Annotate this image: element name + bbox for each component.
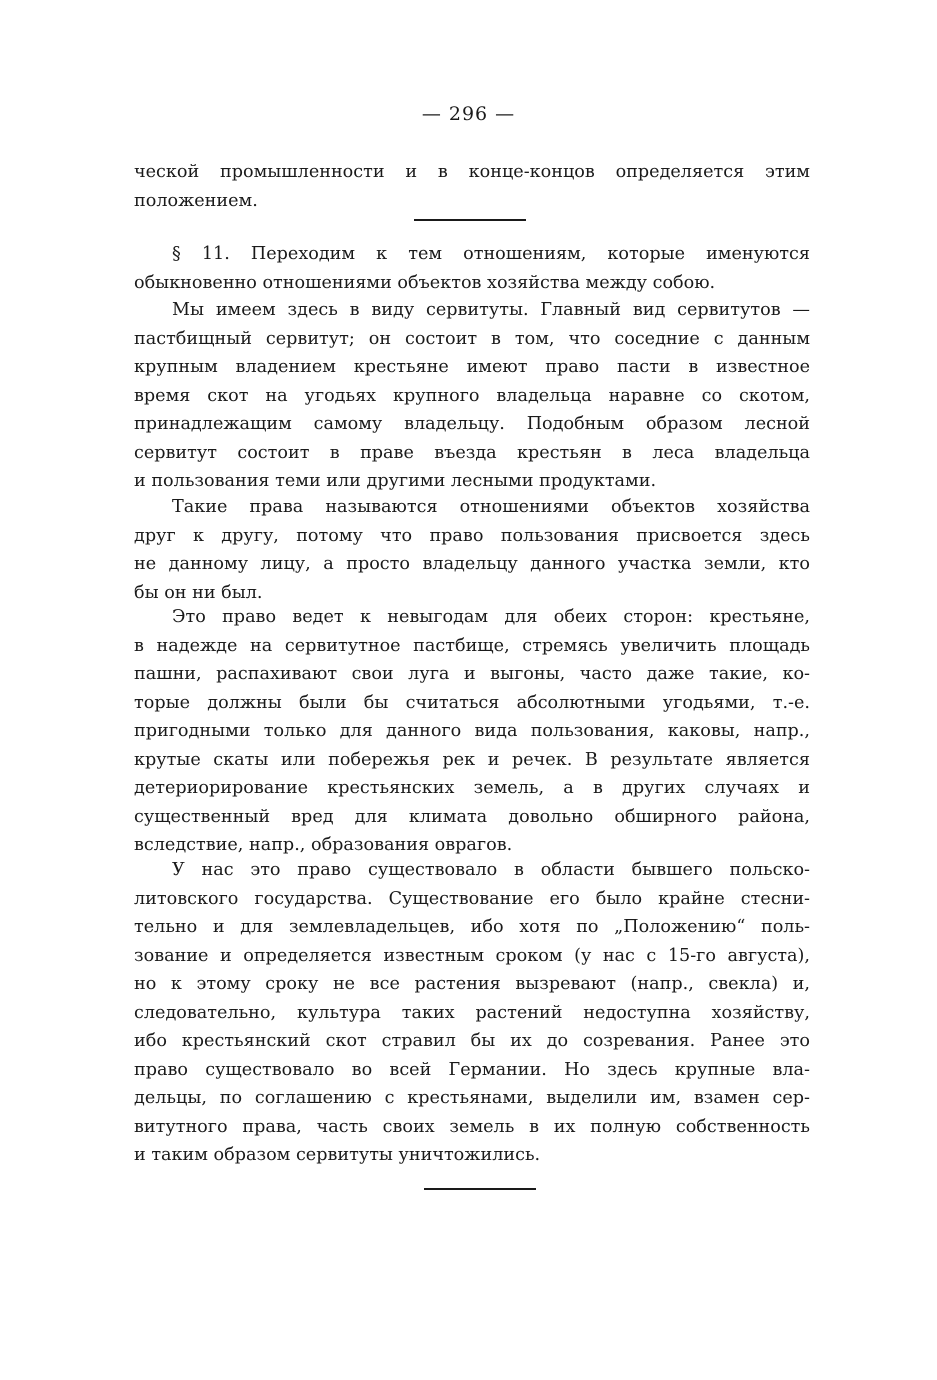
text-line: § 11. Переходим к тем отношениям, которые именуются <box>172 244 810 264</box>
paragraph-section-11 <box>134 240 810 297</box>
text-line: У нас это право существовало в области бывшего польско- <box>172 860 810 880</box>
text-line: друг к другу, потому что право пользования присвоется здесь <box>134 525 810 546</box>
text-line: сервитут состоит в праве въезда крестьян в леса владельца <box>134 442 810 463</box>
section-divider <box>414 219 526 221</box>
text-line: дельцы, по соглашению с крестьянами, выделили им, взамен сер- <box>134 1088 810 1108</box>
text-line: в надежде на сервитутное пастбище, стремясь увеличить площадь <box>134 635 810 656</box>
text-line: ибо крестьянский скот стравил бы их до созревания. Ранее это <box>134 1031 810 1051</box>
text-line: существенный вред для климата довольно обширного района, <box>134 806 810 827</box>
text-line: Мы имеем здесь в виду сервитуты. Главный вид сервитутов — <box>172 300 810 320</box>
text-line: Это право ведет к невыгодам для обеих сторон: крестьяне, <box>172 607 810 627</box>
text-line: бы он ни был. <box>134 582 263 603</box>
text-line: не данному лицу, а просто владельцу данного участка земли, кто <box>134 554 810 574</box>
text-line: принадлежащим самому владельцу. Подобным образом лесной <box>134 414 810 434</box>
text-line: детериорирование крестьянских земель, а в других случаях и <box>134 778 810 798</box>
paragraph-disadvantages <box>134 603 810 860</box>
text-line: следовательно, культура таких растений недоступна хозяйству, <box>134 1002 810 1023</box>
text-line: тельно и для землевладельцев, ибо хотя по „Положению“ поль- <box>134 917 810 937</box>
text-line: и таким образом сервитуты уничтожились. <box>134 1145 541 1165</box>
intro-paragraph <box>134 158 810 215</box>
text-line: пашни, распахивают свои луга и выгоны, часто даже такие, ко- <box>134 664 810 684</box>
text-line: обыкновенно отношениями объектов хозяйства между собою. <box>134 272 716 293</box>
text-line: вследствие, напр., образования оврагов. <box>134 835 513 855</box>
text-line: право существовало во всей Германии. Но здесь крупные вла- <box>134 1059 810 1080</box>
end-divider <box>424 1188 536 1190</box>
text-line: литовского государства. Существование его было крайне стесни- <box>134 888 810 909</box>
text-line: но к этому сроку не все растения вызревают (напр., свекла) и, <box>134 974 810 994</box>
text-line: положением. <box>134 190 258 211</box>
text-line: время скот на угодьях крупного владельца наравне со скотом, <box>134 385 810 406</box>
paragraph-servitudes <box>134 296 810 496</box>
text-line: и пользования теми или другими лесными продуктами. <box>134 471 657 491</box>
text-line: ческой промышленности и в конце-концов определяется этим <box>134 162 810 182</box>
text-line: пригодными только для данного вида пользования, каковы, напр., <box>134 721 810 741</box>
paragraph-history <box>134 856 810 1170</box>
text-line: пастбищный сервитут; он состоит в том, что соседние с данным <box>134 328 810 349</box>
text-line: Такие права называются отношениями объектов хозяйства <box>172 497 810 517</box>
paragraph-rights <box>134 493 810 607</box>
text-line: крутые скаты или побережья рек и речек. В результате является <box>134 749 810 770</box>
text-line: крупным владением крестьяне имеют право пасти в известное <box>134 357 810 377</box>
text-line: зование и определяется известным сроком (у нас с 15-го августа), <box>134 945 810 966</box>
text-line: торые должны были бы считаться абсолютными угодьями, т.-е. <box>134 692 810 713</box>
page-number: — 296 — <box>421 103 516 125</box>
text-line: витутного права, часть своих земель в их полную собственность <box>134 1116 810 1137</box>
